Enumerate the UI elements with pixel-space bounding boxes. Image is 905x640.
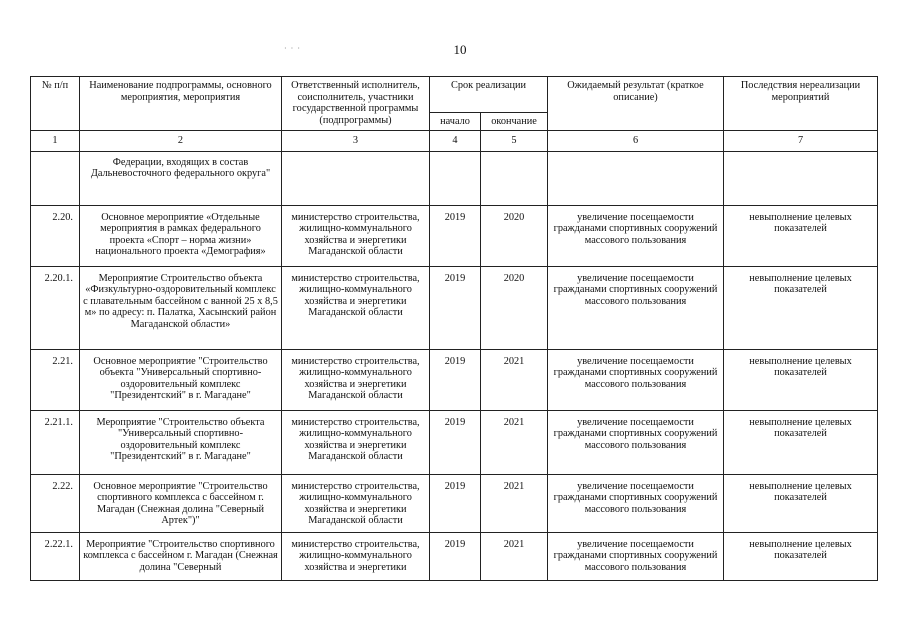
row-end: 2020 bbox=[481, 205, 548, 266]
header-executor: Ответственный исполнитель, соисполнитель, участники государственной программы (подпрограммы) bbox=[282, 77, 430, 131]
row-start: 2019 bbox=[430, 474, 481, 532]
table-header-row bbox=[31, 77, 878, 113]
row-result: увеличение посещаемости гражданами спортивных сооружений массового пользования bbox=[548, 349, 724, 410]
header-period: Срок реализации bbox=[430, 77, 548, 113]
row-result: увеличение посещаемости гражданами спортивных сооружений массового пользования bbox=[548, 532, 724, 580]
table-row bbox=[31, 532, 878, 580]
row-name: Основное мероприятие "Строительство объекта "Универсальный спортивно-оздоровительный комплекс "Президентский" в г. Магадане" bbox=[80, 349, 282, 410]
row-name: Мероприятие "Строительство спортивного комплекса с бассейном г. Магадан (Снежная долина "Северный bbox=[80, 532, 282, 580]
table-row bbox=[31, 349, 878, 410]
row-consequence: невыполнение целевых показателей bbox=[724, 532, 878, 580]
row-start: 2019 bbox=[430, 410, 481, 474]
row-end: 2021 bbox=[481, 532, 548, 580]
row-executor: министерство строительства, жилищно-коммунального хозяйства и энергетики Магаданской области bbox=[282, 474, 430, 532]
header-result: Ожидаемый результат (краткое описание) bbox=[548, 77, 724, 131]
column-number: 5 bbox=[481, 131, 548, 152]
row-number: 2.22. bbox=[31, 474, 80, 532]
column-number: 4 bbox=[430, 131, 481, 152]
table-row bbox=[31, 266, 878, 349]
row-end: 2020 bbox=[481, 266, 548, 349]
header-num: № п/п bbox=[31, 77, 80, 131]
row-executor: министерство строительства, жилищно-коммунального хозяйства и энергетики Магаданской области bbox=[282, 266, 430, 349]
row-end: 2021 bbox=[481, 349, 548, 410]
table-row bbox=[31, 205, 878, 266]
row-number: 2.21.1. bbox=[31, 410, 80, 474]
column-number: 7 bbox=[724, 131, 878, 152]
row-consequence: невыполнение целевых показателей bbox=[724, 349, 878, 410]
row-consequence: невыполнение целевых показателей bbox=[724, 205, 878, 266]
row-consequence: невыполнение целевых показателей bbox=[724, 410, 878, 474]
header-name: Наименование подпрограммы, основного мероприятия, мероприятия bbox=[80, 77, 282, 131]
row-end: 2021 bbox=[481, 474, 548, 532]
row-name: Мероприятие "Строительство объекта "Универсальный спортивно-оздоровительный комплекс "Президентский" в г. Магадане" bbox=[80, 410, 282, 474]
row-executor: министерство строительства, жилищно-коммунального хозяйства и энергетики bbox=[282, 532, 430, 580]
header-end: окончание bbox=[481, 113, 548, 131]
program-table bbox=[30, 76, 878, 581]
row-name: Основное мероприятие «Отдельные мероприятия в рамках федерального проекта «Спорт – норма жизни» национального проекта «Демография» bbox=[80, 205, 282, 266]
row-number: 2.20.1. bbox=[31, 266, 80, 349]
row-end: 2021 bbox=[481, 410, 548, 474]
row-start: 2019 bbox=[430, 349, 481, 410]
page-number: 10 bbox=[453, 42, 467, 57]
row-executor: министерство строительства, жилищно-коммунального хозяйства и энергетики Магаданской области bbox=[282, 349, 430, 410]
row-name: Основное мероприятие "Строительство спортивного комплекса с бассейном г. Магадан (Снежная долина "Северный Артек")" bbox=[80, 474, 282, 532]
row-result: увеличение посещаемости гражданами спортивных сооружений массового пользования bbox=[548, 205, 724, 266]
row-number: 2.21. bbox=[31, 349, 80, 410]
column-number: 2 bbox=[80, 131, 282, 152]
row-number: 2.20. bbox=[31, 205, 80, 266]
continuation-row bbox=[31, 151, 878, 205]
column-number-row bbox=[31, 131, 878, 152]
row-consequence: невыполнение целевых показателей bbox=[724, 474, 878, 532]
row-result: увеличение посещаемости гражданами спортивных сооружений массового пользования bbox=[548, 474, 724, 532]
column-number: 3 bbox=[282, 131, 430, 152]
row-result: увеличение посещаемости гражданами спортивных сооружений массового пользования bbox=[548, 266, 724, 349]
row-consequence: невыполнение целевых показателей bbox=[724, 266, 878, 349]
continuation-text: Федерации, входящих в состав Дальневосточного федерального округа" bbox=[80, 151, 282, 205]
header-consequence: Последствия нереализации мероприятий bbox=[724, 77, 878, 131]
header-start: начало bbox=[430, 113, 481, 131]
table-row bbox=[31, 474, 878, 532]
row-executor: министерство строительства, жилищно-коммунального хозяйства и энергетики Магаданской области bbox=[282, 410, 430, 474]
row-start: 2019 bbox=[430, 532, 481, 580]
scan-specks: · · · bbox=[284, 44, 301, 53]
column-number: 1 bbox=[31, 131, 80, 152]
row-executor: министерство строительства, жилищно-коммунального хозяйства и энергетики Магаданской области bbox=[282, 205, 430, 266]
row-start: 2019 bbox=[430, 205, 481, 266]
table-row bbox=[31, 410, 878, 474]
row-start: 2019 bbox=[430, 266, 481, 349]
row-name: Мероприятие Строительство объекта «Физкультурно-оздоровительный комплекс с плавательным бассейном с ванной 25 х 8,5 м» по адресу: п. Палатка, Хасынский район Магаданской области» bbox=[80, 266, 282, 349]
column-number: 6 bbox=[548, 131, 724, 152]
row-result: увеличение посещаемости гражданами спортивных сооружений массового пользования bbox=[548, 410, 724, 474]
row-number: 2.22.1. bbox=[31, 532, 80, 580]
